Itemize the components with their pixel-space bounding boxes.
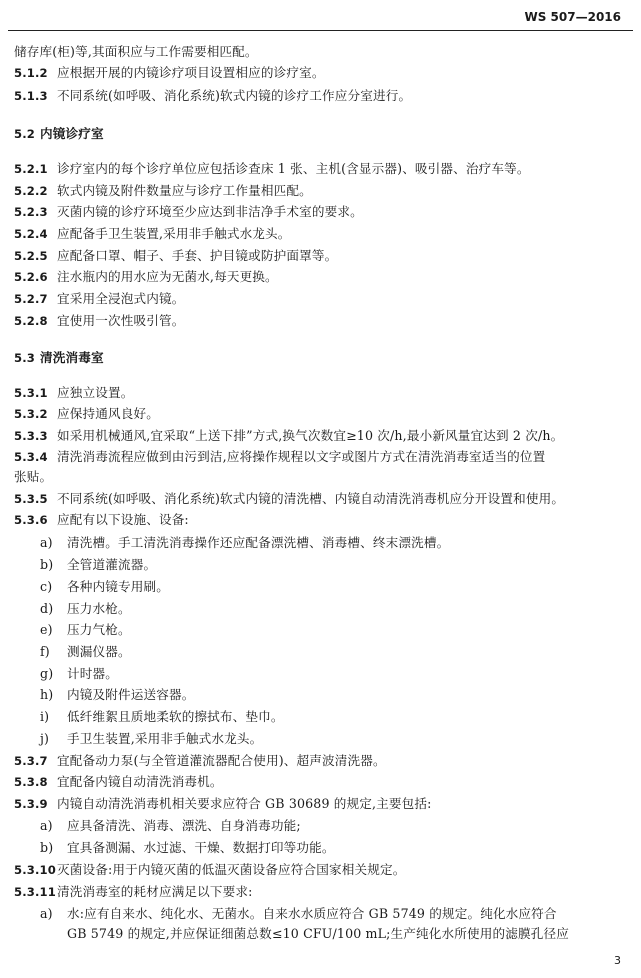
clause-number: 5.3.9: [14, 797, 48, 811]
item-marker: i): [40, 709, 50, 724]
line-text: 应配有以下设施、设备:: [57, 512, 189, 527]
line-text: 应具备清洗、消毒、漂洗、自身消毒功能;: [67, 818, 301, 833]
item-marker: j): [40, 731, 50, 746]
item-marker: h): [40, 687, 54, 702]
heading-text: 清洗消毒室: [40, 350, 104, 365]
clause-number: 5.2: [14, 127, 35, 141]
clause-number: 5.3.7: [14, 754, 48, 768]
item-marker: a): [40, 818, 53, 833]
clause-number: 5.2.8: [14, 314, 48, 328]
item-marker: f): [40, 644, 50, 659]
clause-number: 5.1.3: [14, 89, 48, 103]
item-marker: a): [40, 535, 53, 550]
item-marker: b): [40, 840, 54, 855]
line-text: 宜配备动力泵(与全管道灌流器配合使用)、超声波清洗器。: [57, 753, 386, 768]
clause-number: 5.3.2: [14, 407, 48, 421]
line-text: 水:应有自来水、纯化水、无菌水。自来水水质应符合 GB 5749 的规定。纯化水应符合: [67, 906, 557, 921]
line-text: 压力水枪。: [67, 601, 131, 616]
line-text: 压力气枪。: [67, 622, 131, 637]
header-rule: [8, 30, 633, 31]
clause-number: 5.3.3: [14, 429, 48, 443]
line-text: 灭菌内镜的诊疗环境至少应达到非洁净手术室的要求。: [57, 204, 363, 219]
line-text: 应配备口罩、帽子、手套、护目镜或防护面罩等。: [57, 248, 338, 263]
clause-number: 5.3: [14, 351, 35, 365]
clause-number: 5.3.5: [14, 492, 48, 506]
line-text: 应保持通风良好。: [57, 406, 159, 421]
line-text: 清洗消毒流程应做到由污到洁,应将操作规程以文字或图片方式在清洗消毒室适当的位置: [57, 449, 546, 464]
line-text: GB 5749 的规定,并应保证细菌总数≤10 CFU/100 mL;生产纯化水所使用的滤膜孔径应: [67, 926, 569, 941]
line-text: 宜配备内镜自动清洗消毒机。: [57, 774, 223, 789]
line-text: 清洗消毒室的耗材应满足以下要求:: [57, 884, 253, 899]
item-marker: a): [40, 906, 53, 921]
item-marker: g): [40, 666, 54, 681]
clause-number: 5.2.3: [14, 205, 48, 219]
clause-number: 5.3.6: [14, 513, 48, 527]
item-marker: e): [40, 622, 53, 637]
clause-number: 5.2.1: [14, 162, 48, 176]
item-marker: b): [40, 557, 54, 572]
clause-number: 5.1.2: [14, 66, 48, 80]
item-marker: c): [40, 579, 53, 594]
line-text: 如采用机械通风,宜采取“上送下排”方式,换气次数宜≥10 次/h,最小新风量宜达到 2 次/h。: [57, 428, 564, 443]
clause-number: 5.3.1: [14, 386, 48, 400]
line-text: 应配备手卫生装置,采用非手触式水龙头。: [57, 226, 291, 241]
line-text: 低纤维絮且质地柔软的擦拭布、垫巾。: [67, 709, 284, 724]
clause-number: 5.3.4: [14, 450, 48, 464]
line-text: 各种内镜专用刷。: [67, 579, 169, 594]
clause-number: 5.3.11: [14, 885, 56, 899]
line-text: 张贴。: [14, 469, 53, 484]
line-text: 应根据开展的内镜诊疗项目设置相应的诊疗室。: [57, 65, 325, 80]
clause-number: 5.3.10: [14, 863, 56, 877]
item-marker: d): [40, 601, 54, 616]
clause-number: 5.2.7: [14, 292, 48, 306]
line-text: 储存库(柜)等,其面积应与工作需要相匹配。: [14, 44, 258, 59]
line-text: 手卫生装置,采用非手触式水龙头。: [67, 731, 263, 746]
line-text: 诊疗室内的每个诊疗单位应包括诊查床 1 张、主机(含显示器)、吸引器、治疗车等。: [57, 161, 530, 176]
line-text: 清洗槽。手工清洗消毒操作还应配备漂洗槽、消毒槽、终末漂洗槽。: [67, 535, 450, 550]
line-text: 注水瓶内的用水应为无菌水,每天更换。: [57, 269, 278, 284]
line-text: 宜具备测漏、水过滤、干燥、数据打印等功能。: [67, 840, 335, 855]
clause-number: 5.3.8: [14, 775, 48, 789]
clause-number: 5.2.6: [14, 270, 48, 284]
line-text: 内镜及附件运送容器。: [67, 687, 195, 702]
line-text: 宜采用全浸泡式内镜。: [57, 291, 185, 306]
line-text: 全管道灌流器。: [67, 557, 157, 572]
line-text: 不同系统(如呼吸、消化系统)软式内镜的诊疗工作应分室进行。: [57, 88, 412, 103]
clause-number: 5.2.2: [14, 184, 48, 198]
line-text: 计时器。: [67, 666, 118, 681]
line-text: 内镜自动清洗消毒机相关要求应符合 GB 30689 的规定,主要包括:: [57, 796, 432, 811]
line-text: 应独立设置。: [57, 385, 134, 400]
clause-number: 5.2.5: [14, 249, 48, 263]
page-number: 3: [614, 954, 621, 967]
line-text: 灭菌设备:用于内镜灭菌的低温灭菌设备应符合国家相关规定。: [57, 862, 406, 877]
clause-number: 5.2.4: [14, 227, 48, 241]
heading-text: 内镜诊疗室: [40, 126, 104, 141]
line-text: 不同系统(如呼吸、消化系统)软式内镜的清洗槽、内镜自动清洗消毒机应分开设置和使用。: [57, 491, 565, 506]
line-text: 软式内镜及附件数量应与诊疗工作量相匹配。: [57, 183, 312, 198]
line-text: 宜使用一次性吸引管。: [57, 313, 185, 328]
line-text: 测漏仪器。: [67, 644, 131, 659]
standard-code: WS 507—2016: [524, 10, 621, 24]
